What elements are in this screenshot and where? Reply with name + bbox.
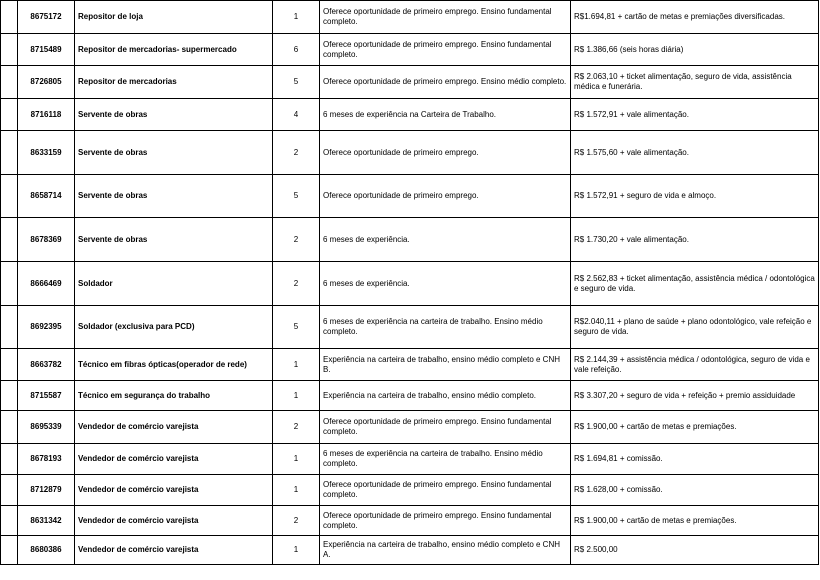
table-row [1, 34, 819, 66]
job-requirements: Oferece oportunidade de primeiro emprego. Ensino fundamental completo. [320, 1, 571, 34]
vacancy-count: 5 [273, 306, 320, 349]
job-requirements: Oferece oportunidade de primeiro emprego. [320, 175, 571, 218]
job-salary-benefits: R$ 2.063,10 + ticket alimentação, seguro de vida, assistência médica e funerária. [571, 66, 819, 99]
job-code: 8658714 [18, 175, 75, 218]
job-requirements: 6 meses de experiência. [320, 262, 571, 306]
job-code: 8695339 [18, 411, 75, 444]
job-title: Servente de obras [75, 175, 273, 218]
table-row [1, 381, 819, 411]
job-requirements: Oferece oportunidade de primeiro emprego. Ensino fundamental completo. [320, 506, 571, 536]
job-requirements: 6 meses de experiência. [320, 218, 571, 262]
vacancy-count: 1 [273, 1, 320, 34]
job-salary-benefits: R$ 1.900,00 + cartão de metas e premiações. [571, 411, 819, 444]
row-margin-cell [1, 1, 18, 34]
row-margin-cell [1, 175, 18, 218]
table-row [1, 1, 819, 34]
vacancy-count: 2 [273, 131, 320, 175]
job-code: 8726805 [18, 66, 75, 99]
job-requirements: 6 meses de experiência na carteira de trabalho. Ensino médio completo. [320, 444, 571, 475]
job-title: Servente de obras [75, 99, 273, 131]
job-salary-benefits: R$2.040,11 + plano de saúde + plano odontológico, vale refeição e seguro de vida. [571, 306, 819, 349]
job-salary-benefits: R$1.694,81 + cartão de metas e premiações diversificadas. [571, 1, 819, 34]
job-title: Vendedor de comércio varejista [75, 475, 273, 506]
row-margin-cell [1, 131, 18, 175]
job-code: 8678369 [18, 218, 75, 262]
row-margin-cell [1, 66, 18, 99]
job-salary-benefits: R$ 2.144,39 + assistência médica / odontológica, seguro de vida e vale refeição. [571, 349, 819, 381]
vacancy-count: 1 [273, 475, 320, 506]
job-requirements: Oferece oportunidade de primeiro emprego. Ensino fundamental completo. [320, 411, 571, 444]
job-code: 8633159 [18, 131, 75, 175]
job-code: 8631342 [18, 506, 75, 536]
table-row [1, 131, 819, 175]
table-row [1, 262, 819, 306]
job-title: Repositor de loja [75, 1, 273, 34]
job-requirements: Oferece oportunidade de primeiro emprego. Ensino fundamental completo. [320, 475, 571, 506]
row-margin-cell [1, 99, 18, 131]
job-title: Vendedor de comércio varejista [75, 506, 273, 536]
table-row [1, 306, 819, 349]
job-salary-benefits: R$ 1.386,66 (seis horas diária) [571, 34, 819, 66]
job-title: Soldador [75, 262, 273, 306]
vacancy-count: 2 [273, 218, 320, 262]
job-title: Vendedor de comércio varejista [75, 444, 273, 475]
table-row [1, 218, 819, 262]
job-requirements: Experiência na carteira de trabalho, ensino médio completo. [320, 381, 571, 411]
vacancy-count: 4 [273, 99, 320, 131]
job-code: 8715489 [18, 34, 75, 66]
vacancy-count: 2 [273, 262, 320, 306]
job-code: 8692395 [18, 306, 75, 349]
table-row [1, 475, 819, 506]
job-salary-benefits: R$ 1.730,20 + vale alimentação. [571, 218, 819, 262]
job-requirements: Oferece oportunidade de primeiro emprego. [320, 131, 571, 175]
job-salary-benefits: R$ 1.900,00 + cartão de metas e premiações. [571, 506, 819, 536]
table-row [1, 349, 819, 381]
vacancy-count: 1 [273, 444, 320, 475]
job-salary-benefits: R$ 1.572,91 + seguro de vida e almoço. [571, 175, 819, 218]
job-code: 8675172 [18, 1, 75, 34]
job-code: 8680386 [18, 536, 75, 565]
vacancy-count: 1 [273, 536, 320, 565]
job-requirements: Oferece oportunidade de primeiro emprego. Ensino médio completo. [320, 66, 571, 99]
job-code: 8716118 [18, 99, 75, 131]
row-margin-cell [1, 306, 18, 349]
vacancy-count: 5 [273, 66, 320, 99]
table-row [1, 411, 819, 444]
row-margin-cell [1, 536, 18, 565]
job-salary-benefits: R$ 3.307,20 + seguro de vida + refeição + premio assiduidade [571, 381, 819, 411]
job-title: Soldador (exclusiva para PCD) [75, 306, 273, 349]
vacancy-count: 2 [273, 506, 320, 536]
row-margin-cell [1, 411, 18, 444]
job-requirements: Experiência na carteira de trabalho, ensino médio completo e CNH B. [320, 349, 571, 381]
row-margin-cell [1, 444, 18, 475]
row-margin-cell [1, 381, 18, 411]
job-title: Técnico em segurança do trabalho [75, 381, 273, 411]
job-salary-benefits: R$ 1.694,81 + comissão. [571, 444, 819, 475]
job-requirements: 6 meses de experiência na Carteira de Trabalho. [320, 99, 571, 131]
job-title: Repositor de mercadorias- supermercado [75, 34, 273, 66]
job-title: Vendedor de comércio varejista [75, 536, 273, 565]
job-requirements: 6 meses de experiência na carteira de trabalho. Ensino médio completo. [320, 306, 571, 349]
row-margin-cell [1, 34, 18, 66]
job-code: 8712879 [18, 475, 75, 506]
row-margin-cell [1, 506, 18, 536]
job-title: Servente de obras [75, 131, 273, 175]
table-row [1, 536, 819, 565]
vacancy-count: 6 [273, 34, 320, 66]
table-row [1, 66, 819, 99]
job-code: 8715587 [18, 381, 75, 411]
job-code: 8678193 [18, 444, 75, 475]
job-title: Técnico em fibras ópticas(operador de rede) [75, 349, 273, 381]
row-margin-cell [1, 349, 18, 381]
table-row [1, 506, 819, 536]
vacancy-count: 1 [273, 349, 320, 381]
vacancy-count: 5 [273, 175, 320, 218]
row-margin-cell [1, 475, 18, 506]
job-requirements: Experiência na carteira de trabalho, ensino médio completo e CNH A. [320, 536, 571, 565]
job-code: 8663782 [18, 349, 75, 381]
job-title: Servente de obras [75, 218, 273, 262]
vacancy-count: 1 [273, 381, 320, 411]
table-row [1, 175, 819, 218]
job-salary-benefits: R$ 1.575,60 + vale alimentação. [571, 131, 819, 175]
job-title: Repositor de mercadorias [75, 66, 273, 99]
vacancy-count: 2 [273, 411, 320, 444]
job-salary-benefits: R$ 2.500,00 [571, 536, 819, 565]
table-row [1, 444, 819, 475]
row-margin-cell [1, 218, 18, 262]
job-salary-benefits: R$ 1.572,91 + vale alimentação. [571, 99, 819, 131]
job-salary-benefits: R$ 1.628,00 + comissão. [571, 475, 819, 506]
job-salary-benefits: R$ 2.562,83 + ticket alimentação, assistência médica / odontológica e seguro de vida. [571, 262, 819, 306]
table-row [1, 99, 819, 131]
job-code: 8666469 [18, 262, 75, 306]
job-title: Vendedor de comércio varejista [75, 411, 273, 444]
row-margin-cell [1, 262, 18, 306]
job-requirements: Oferece oportunidade de primeiro emprego. Ensino fundamental completo. [320, 34, 571, 66]
table-body [1, 1, 819, 565]
